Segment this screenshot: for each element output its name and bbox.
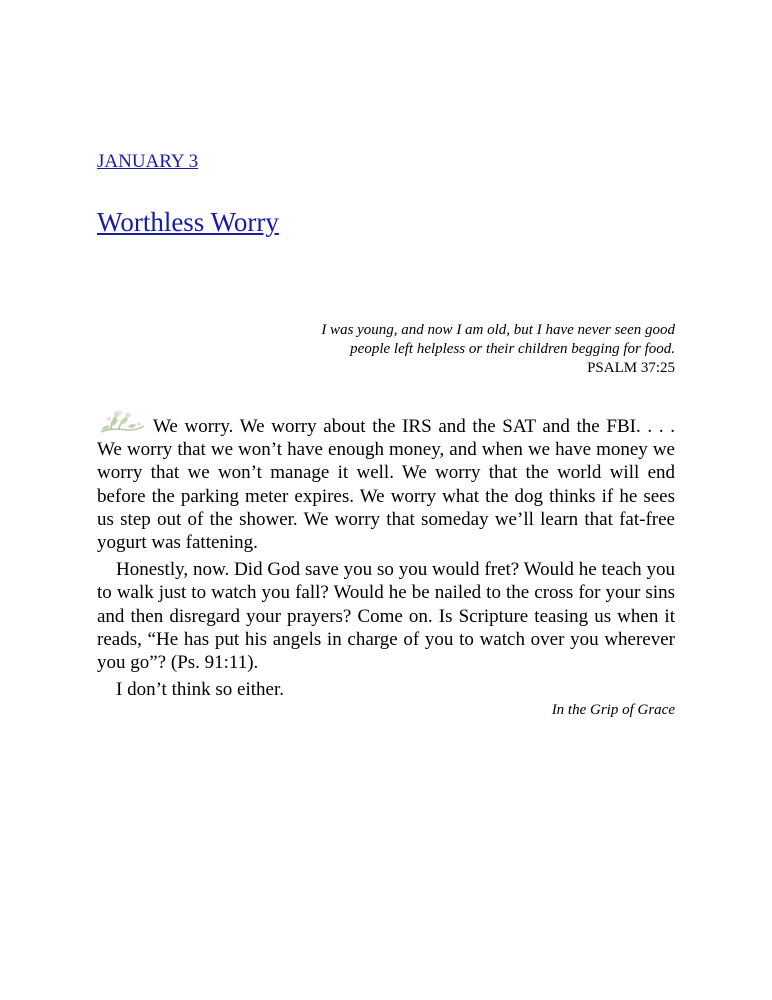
- body-paragraph-1: [97, 408, 675, 554]
- body-paragraph-1-text: We worry. We worry about the IRS and the SAT and the FBI. . . . We worry that we won’t have enough money, and when we have money we worry that we won’t manage it well. We worry that the world will end before the parking meter expires. We worry what the dog thinks if he sees us step out of the shower. We worry that someday we’ll learn that fat-free yogurt was fattening.: [97, 416, 675, 554]
- page-title-link[interactable]: Worthless Worry: [97, 207, 279, 237]
- source-citation: In the Grip of Grace: [551, 702, 675, 718]
- epigraph-quote-line-2: people left helpless or their children begging for food.: [350, 341, 675, 357]
- date-heading-link[interactable]: JANUARY 3: [97, 151, 199, 172]
- floral-ornament-icon: [97, 408, 147, 438]
- devotional-body: [97, 408, 675, 705]
- body-paragraph-2: Honestly, now. Did God save you so you would fret? Would he teach you to walk just to watch you fall? Would he be nailed to the cross for your sins and then disregard your prayers? Come on. Is Scripture teasing us when it reads, “He has put his angels in charge of you to watch over you wherever you go”? (Ps. 91:11).: [97, 559, 675, 674]
- epigraph-quote-line-1: I was young, and now I am old, but I have never seen good: [321, 322, 675, 338]
- epigraph-reference: PSALM 37:25: [587, 360, 675, 376]
- epigraph: [255, 321, 675, 378]
- body-paragraph-3: I don’t think so either.: [116, 679, 284, 701]
